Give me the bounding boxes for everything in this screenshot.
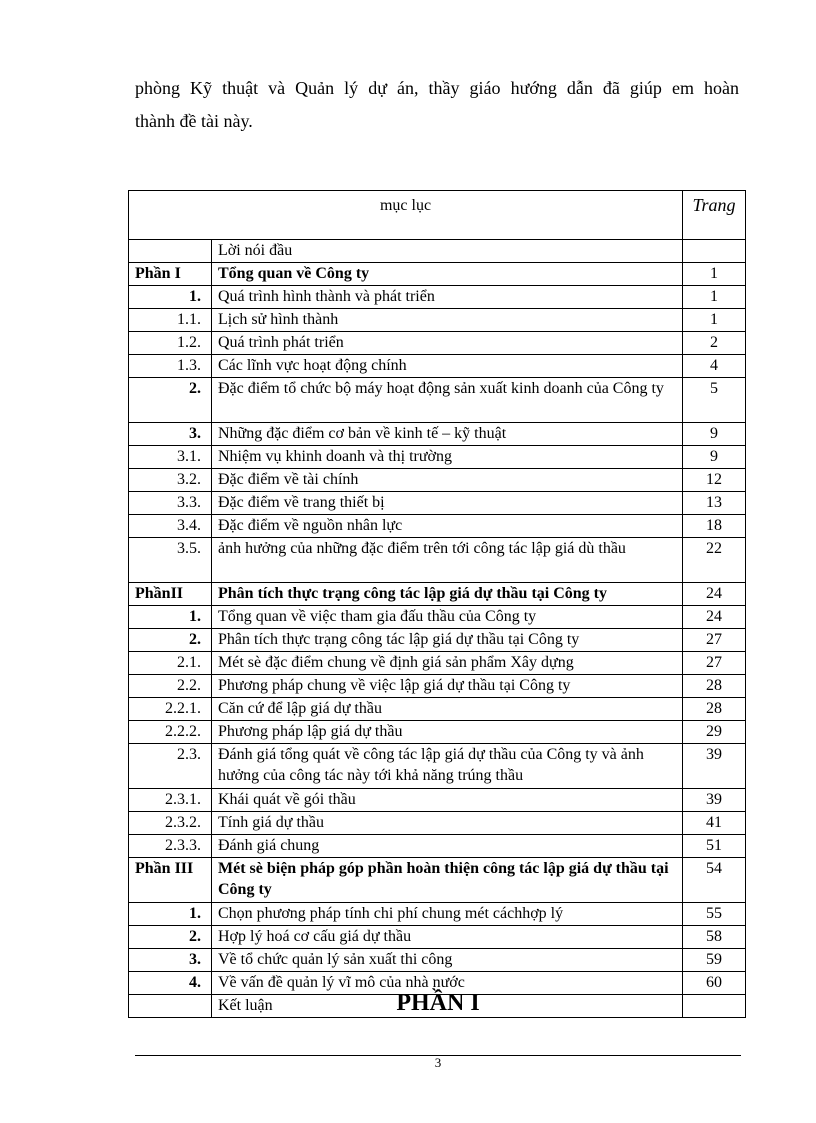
toc-row-number: 1. [129,903,212,926]
toc-row [129,606,746,629]
toc-row-number: 1.2. [129,332,212,355]
intro-line-1: phòng Kỹ thuật và Quản lý dự án, thầy giáo hướng dẫn đã giúp em hoàn [135,78,739,98]
toc-row-number: 2.2.1. [129,698,212,721]
toc-row-title: Đặc điểm về nguồn nhân lực [212,515,683,538]
toc-row-number: 2.3.1. [129,789,212,812]
toc-row [129,675,746,698]
toc-row [129,309,746,332]
toc-row [129,583,746,606]
toc-row-number: Phần III [129,858,212,903]
toc-row [129,469,746,492]
toc-row-title: Phân tích thực trạng công tác lập giá dự thầu tại Công ty [212,629,683,652]
toc-row-page: 28 [683,675,746,698]
toc-row-page: 18 [683,515,746,538]
toc-row-number: 2.1. [129,652,212,675]
toc-row-number: 4. [129,972,212,995]
toc-row [129,629,746,652]
toc-row-title: Chọn phương pháp tính chi phí chung mét cáchhợp lý [212,903,683,926]
toc-row-number: Phần I [129,263,212,286]
toc-row-title: Những đặc điểm cơ bản về kinh tế – kỹ thuật [212,423,683,446]
toc-row-page: 12 [683,469,746,492]
toc-row-number: 3.4. [129,515,212,538]
toc-row-page: 39 [683,744,746,789]
intro-paragraph [135,72,739,138]
toc-row-title: Về tổ chức quản lý sản xuất thi công [212,949,683,972]
toc-row-title: Quá trình phát triển [212,332,683,355]
toc-row [129,903,746,926]
toc-row [129,721,746,744]
toc-row-number: 2. [129,629,212,652]
toc-row-number: 3. [129,949,212,972]
toc-row [129,263,746,286]
toc-row-number: 2. [129,378,212,423]
table-of-contents [128,190,746,1018]
toc-row-title: Căn cứ để lập giá dự thầu [212,698,683,721]
toc-row-title: Về vấn đề quản lý vĩ mô của nhà nước [212,972,683,995]
toc-row-number: 2.3.3. [129,835,212,858]
toc-row-page: 1 [683,309,746,332]
toc-row [129,789,746,812]
toc-row-page: 9 [683,446,746,469]
toc-row [129,949,746,972]
toc-row-number: 1.1. [129,309,212,332]
toc-row-page: 27 [683,652,746,675]
toc-row-title: Hợp lý hoá cơ cấu giá dự thầu [212,926,683,949]
toc-row-title: Lịch sử hình thành [212,309,683,332]
toc-header-title: mục lục [129,191,683,240]
toc-row-page: 55 [683,903,746,926]
toc-row-page: 13 [683,492,746,515]
toc-row-number: 3.3. [129,492,212,515]
toc-row-title: Lời nói đầu [212,240,683,263]
toc-row-title: Tổng quan về việc tham gia đấu thầu của Công ty [212,606,683,629]
toc-row-page: 39 [683,789,746,812]
toc-row-number: 3.2. [129,469,212,492]
page-number: 3 [434,1055,442,1070]
toc-row-number [129,240,212,263]
toc-row-page: 1 [683,263,746,286]
toc-row-title: Phương pháp chung về việc lập giá dự thầu tại Công ty [212,675,683,698]
toc-row [129,423,746,446]
toc-row-page: 58 [683,926,746,949]
toc-row-page: 60 [683,972,746,995]
toc-row-page: 59 [683,949,746,972]
toc-row [129,355,746,378]
toc-row-title: Tính giá dự thầu [212,812,683,835]
toc-row-page: 5 [683,378,746,423]
toc-row-number: 2.2.2. [129,721,212,744]
toc-row [129,744,746,789]
toc-row [129,538,746,583]
toc-row-page: 27 [683,629,746,652]
toc-row-number: 3.1. [129,446,212,469]
toc-row [129,446,746,469]
toc-row [129,378,746,423]
toc-row [129,492,746,515]
toc-row [129,240,746,263]
toc-row-title: Đánh giá chung [212,835,683,858]
toc-row [129,286,746,309]
toc-row [129,698,746,721]
toc-row-page [683,240,746,263]
toc-row-number: 2.3. [129,744,212,789]
toc-row-title: Các lĩnh vực hoạt động chính [212,355,683,378]
toc-row-page: 51 [683,835,746,858]
toc-row [129,515,746,538]
toc-row-page: 2 [683,332,746,355]
toc-row-number: 2. [129,926,212,949]
toc-row-page: 29 [683,721,746,744]
toc-row-title: Mét sè biện pháp góp phần hoàn thiện công tác lập giá dự thầu tại Công ty [212,858,683,903]
toc-row-page: 41 [683,812,746,835]
toc-row-title: Đánh giá tổng quát về công tác lập giá dự thầu của Công ty và ảnh hưởng của công tác này tới khả năng trúng thầu [212,744,683,789]
toc-row-page: 54 [683,858,746,903]
toc-header-row [129,191,746,240]
toc-row-title: Phương pháp lập giá dự thầu [212,721,683,744]
toc-row-title: Đặc điểm tổ chức bộ máy hoạt động sản xuất kinh doanh của Công ty [212,378,683,423]
toc-row [129,858,746,903]
toc-row-page: 1 [683,286,746,309]
toc-row-title: Đặc điểm về tài chính [212,469,683,492]
toc-row [129,926,746,949]
toc-row-title: Quá trình hình thành và phát triển [212,286,683,309]
toc-row-title: Phân tích thực trạng công tác lập giá dự thầu tại Công ty [212,583,683,606]
toc-row [129,835,746,858]
intro-line-2: thành đề tài này. [135,111,253,131]
toc-row-title: Đặc điểm về trang thiết bị [212,492,683,515]
toc-row-number: PhầnII [129,583,212,606]
toc-row-number: 1.3. [129,355,212,378]
toc-row-page: 24 [683,583,746,606]
toc-row-number: 3.5. [129,538,212,583]
toc-row-page: 24 [683,606,746,629]
toc-row-title: ảnh hưởng của những đặc điểm trên tới công tác lập giá dù thầu [212,538,683,583]
toc-row-title: Nhiệm vụ khinh doanh và thị trường [212,446,683,469]
toc-row-page: 28 [683,698,746,721]
toc-row-page: 4 [683,355,746,378]
toc-row-number: 2.3.2. [129,812,212,835]
toc-row-title: Mét sè đặc điểm chung về định giá sản phẩm Xây dựng [212,652,683,675]
toc-row-title: Kết luận [212,995,683,1018]
toc-row-number: 3. [129,423,212,446]
toc-header-page: Trang [683,191,746,240]
toc-row [129,332,746,355]
toc-row-page: 9 [683,423,746,446]
toc-row [129,812,746,835]
toc-row-page: 22 [683,538,746,583]
toc-row-number: 2.2. [129,675,212,698]
toc-row-title: Tổng quan về Công ty [212,263,683,286]
toc-row [129,652,746,675]
section-heading: PHẦN I [396,990,480,1016]
toc-row-number: 1. [129,606,212,629]
toc-row-number: 1. [129,286,212,309]
toc-row-title: Khái quát về gói thầu [212,789,683,812]
